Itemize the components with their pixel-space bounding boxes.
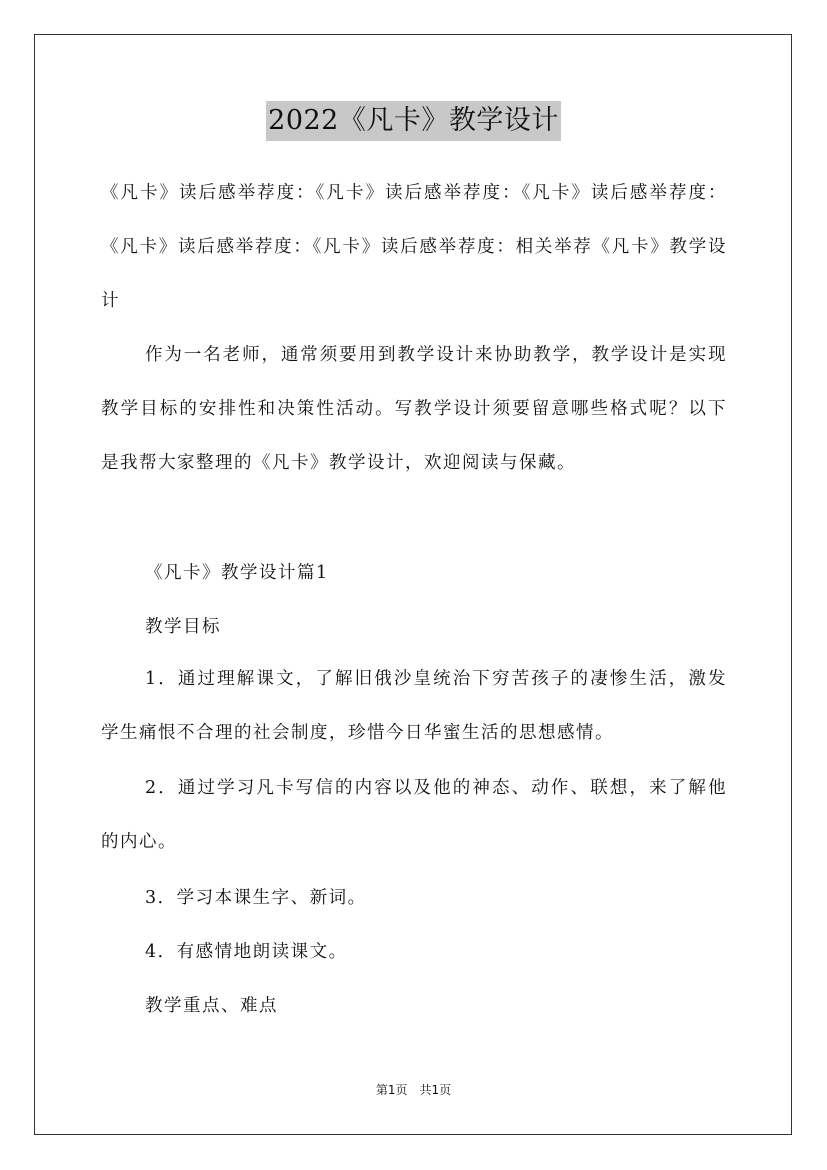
goal-3-text: 3．学习本课生字、新词。 [145,888,367,908]
document-title: 2022《凡卡》教学设计 [266,101,561,141]
goal-2-text: 2．通过学习凡卡写信的内容以及他的神态、动作、联想，来了解他的内心。 [101,778,727,852]
preface-text: 作为一名老师，通常须要用到教学设计来协助教学，教学设计是实现教学目标的安排性和决策性活动。写教学设计须要留意哪些格式呢？以下是我帮大家整理的《凡卡》教学设计，欢迎阅读与保藏。 [101,345,727,473]
key-points-heading: 教学重点、难点 [145,996,278,1016]
section-title: 《凡卡》教学设计篇1 [145,563,329,583]
goal-1-paragraph [101,652,727,760]
goal-1-text: 1．通过理解课文，了解旧俄沙皇统治下穷苦孩子的凄惨生活，激发学生痛恨不合理的社会制度，珍惜今日华蜜生活的思想感情。 [101,669,727,743]
goal-4-text: 4．有感情地朗读课文。 [145,942,348,962]
goals-heading: 教学目标 [145,617,221,637]
title-container [0,101,827,141]
page-footer [0,1081,827,1098]
preface-paragraph [101,328,727,490]
intro-paragraph [101,166,727,328]
intro-text: 《凡卡》读后感举荐度：《凡卡》读后感举荐度：《凡卡》读后感举荐度：《凡卡》读后感举荐度：《凡卡》读后感举荐度：相关举荐《凡卡》教学设计 [101,183,727,311]
page-number: 第1页 共1页 [375,1083,452,1097]
goal-2-paragraph [101,761,727,869]
